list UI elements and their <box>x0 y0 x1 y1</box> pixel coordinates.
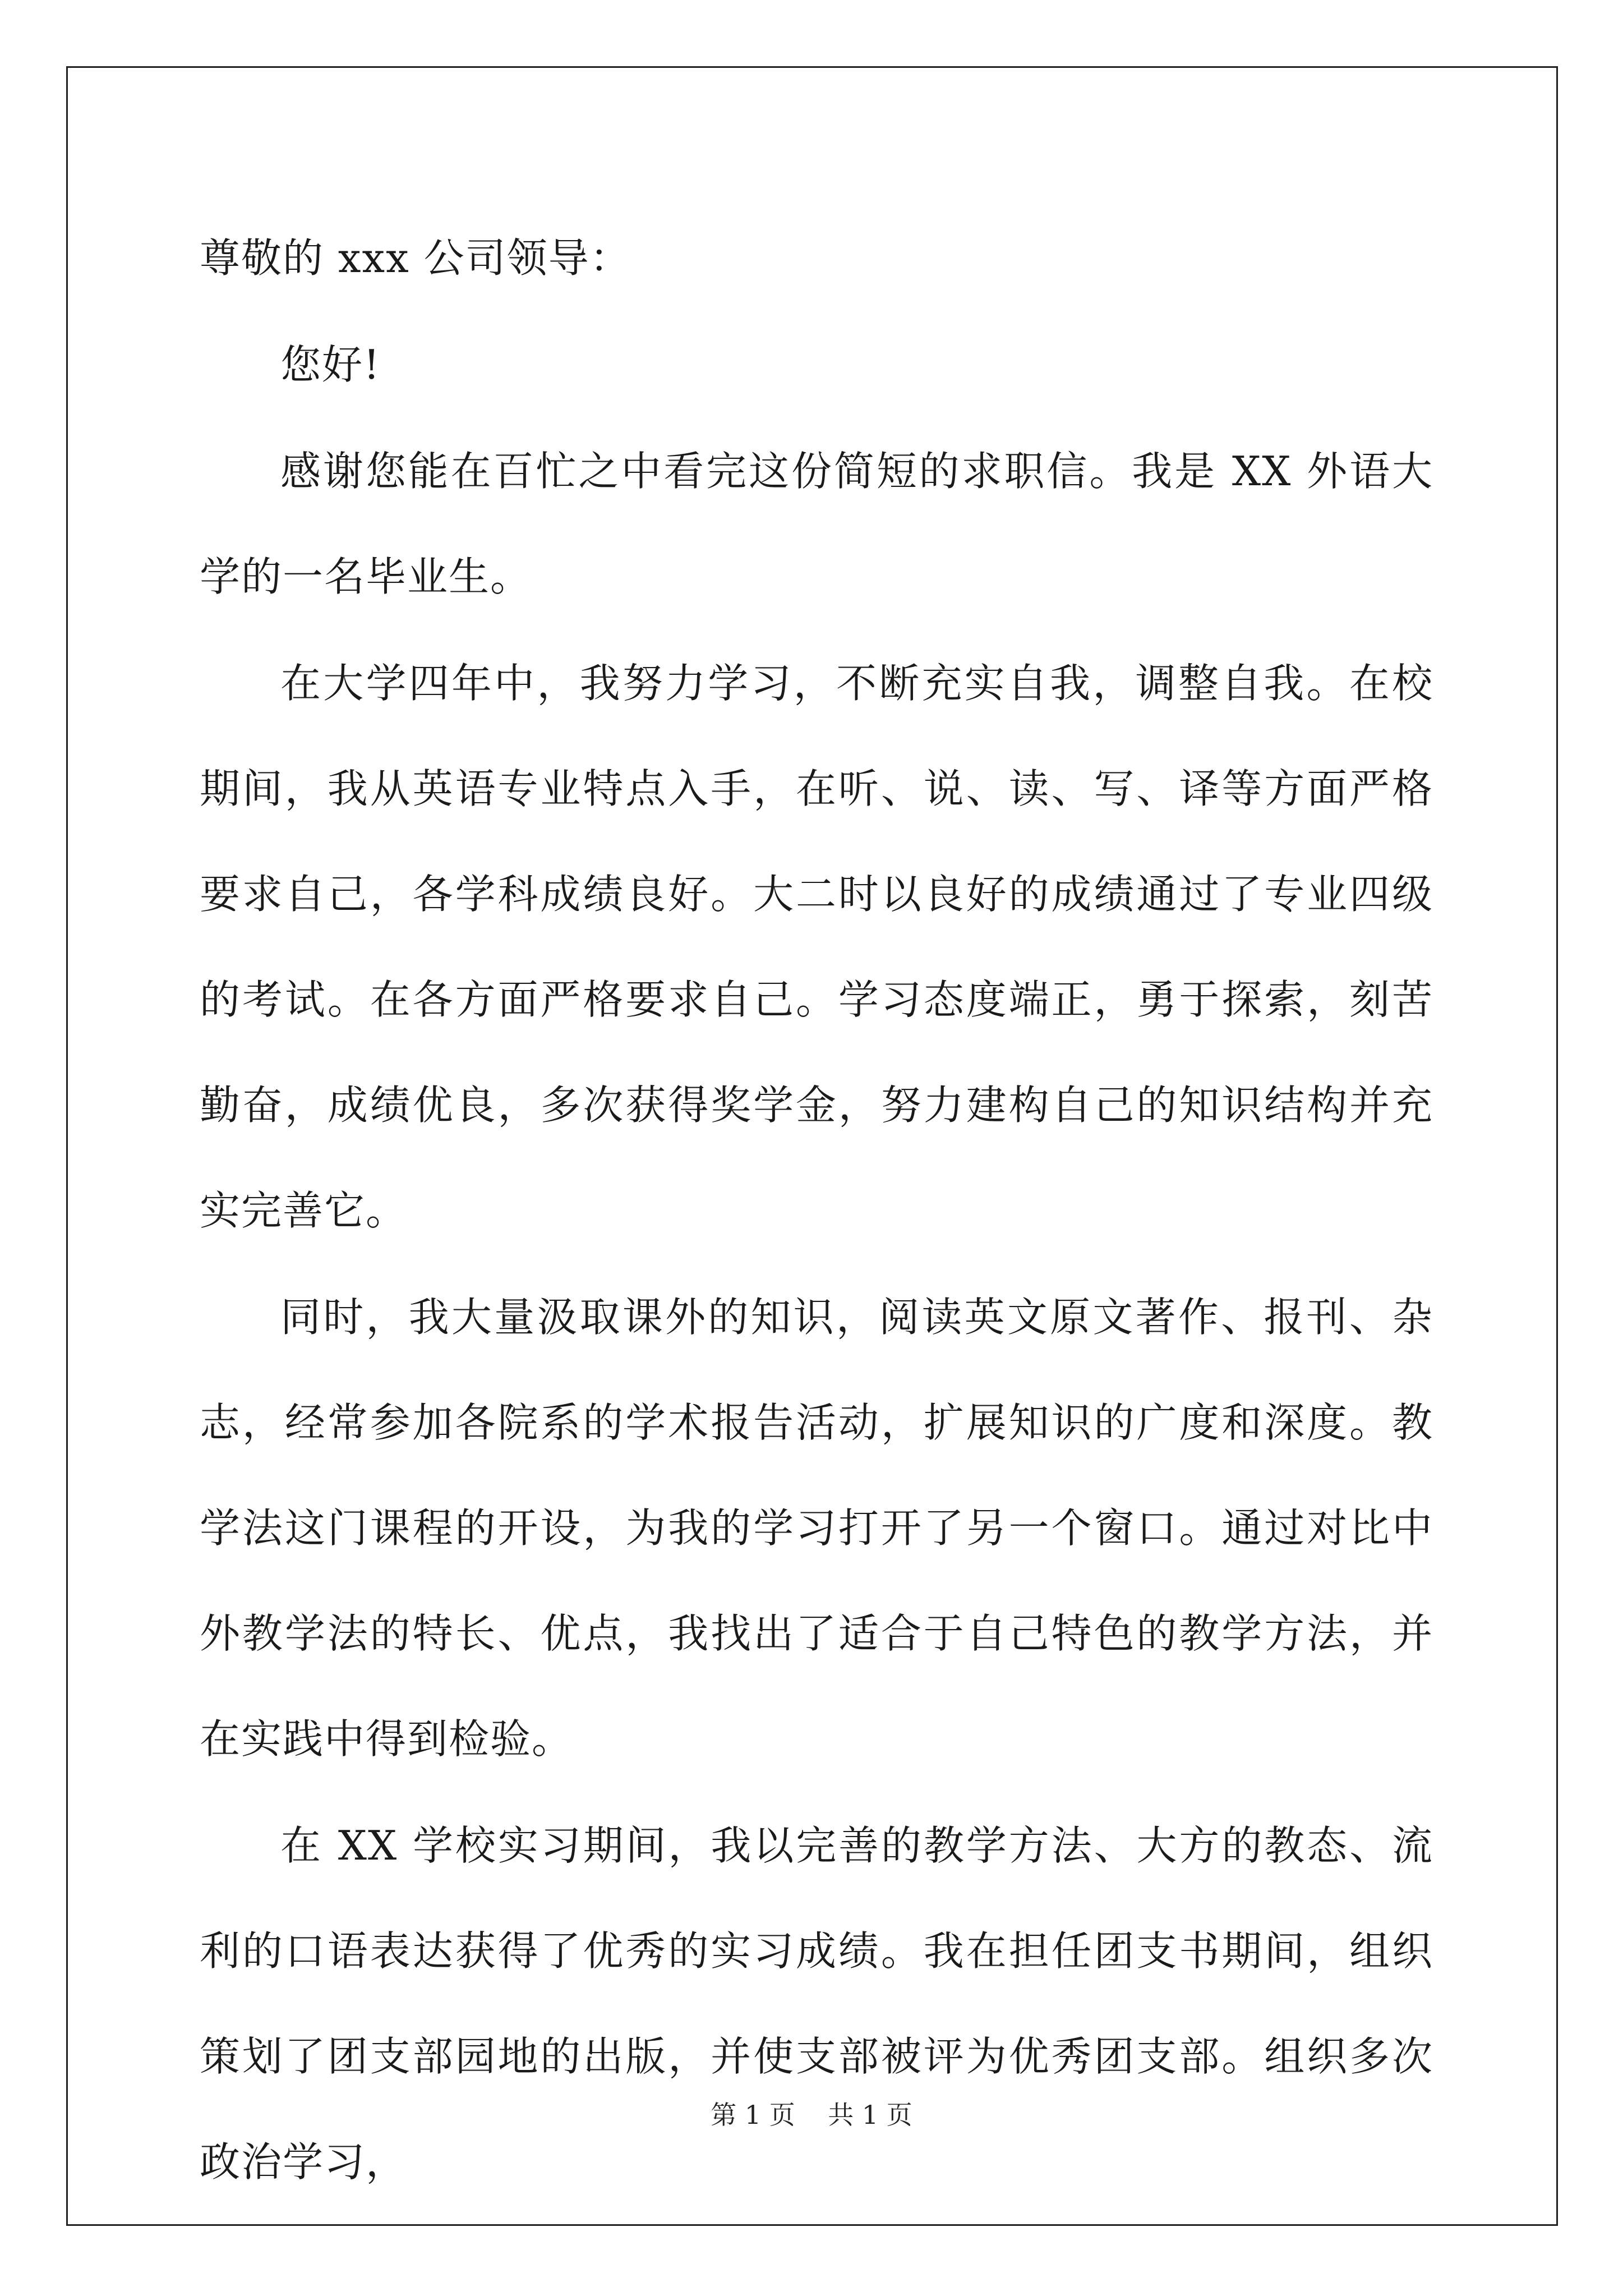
paragraph-study: 在大学四年中，我努力学习，不断充实自我，调整自我。在校期间，我从英语专业特点入手，在听、说、读、写、译等方面严格要求自己，各学科成绩良好。大二时以良好的成绩通过了专业四级的考试。在各方面严格要求自己。学习态度端正，勇于探索，刻苦勤奋，成绩优良，多次获得奖学金，努力建构自己的知识结构并充实完善它。 <box>200 660 1433 1234</box>
letter-body <box>200 205 1433 2216</box>
paragraph-extracurricular: 同时，我大量汲取课外的知识，阅读英文原文著作、报刊、杂志，经常参加各院系的学术报告活动，扩展知识的广度和深度。教学法这门课程的开设，为我的学习打开了另一个窗口。通过对比中外教学法的特长、优点，我找出了适合于自己特色的教学方法，并在实践中得到检验。 <box>200 1294 1433 1763</box>
paragraph-internship: 在 XX 学校实习期间，我以完善的教学方法、大方的教态、流利的口语表达获得了优秀的实习成绩。我在担任团支书期间，组织策划了团支部园地的出版，并使支部被评为优秀团支部。组织多次政治学习， <box>200 1822 1433 2185</box>
salutation: 尊敬的 xxx 公司领导： <box>200 234 631 282</box>
page-number-footer: 第 1 页 共 1 页 <box>711 2100 912 2130</box>
greeting: 您好! <box>280 341 381 388</box>
paragraph-intro: 感谢您能在百忙之中看完这份简短的求职信。我是 XX 外语大学的一名毕业生。 <box>200 448 1433 600</box>
